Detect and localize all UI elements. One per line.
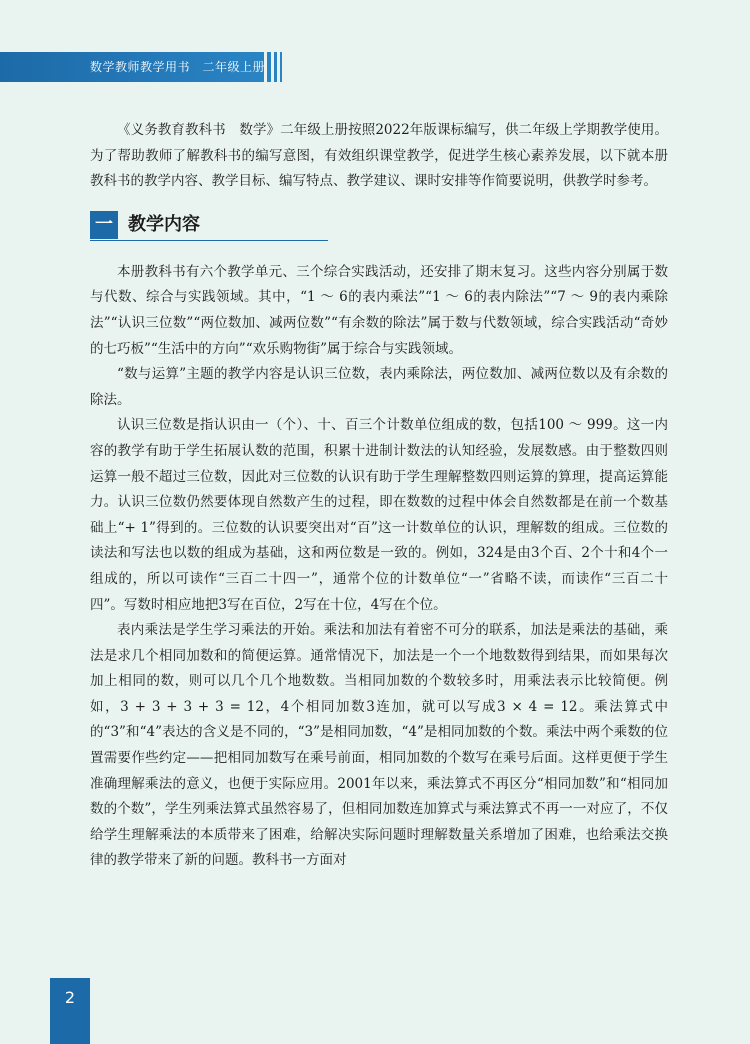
running-header-title: 数学教师教学用书 二年级上册 — [90, 60, 266, 74]
intro-paragraph: 《义务教育教科书 数学》二年级上册按照2022年版课标编写，供二年级上学期教学使用。为了帮助教师了解教科书的编写意图，有效组织课堂教学，促进学生核心素养发展，以下就本册教科书的教学内容、教学目标、编写特点、教学建议、课时安排等作简要说明，供教学时参考。 — [90, 122, 668, 190]
body-paragraph: 表内乘法是学生学习乘法的开始。乘法和加法有着密不可分的联系，加法是乘法的基础，乘法是求几个相同加数和的简便运算。通常情况下，加法是一个一个地数数得到结果，而如果每次加上相同的数，则可以几个几个地数数。当相同加数的个数较多时，用乘法表示比较简便。例如，3 + 3 + 3 + 3 = 12，4个相同加数3连加，就可以写成3 × 4 = 12。乘法算式中的“3”和“4”表达的含义是不同的，“3”是相同加数，“4”是相同加数的个数。乘法中两个乘数的位置需要作些约定——把相同加数写在乘号前面，相同加数的个数写在乘号后面。这样更便于学生准确理解乘法的意义，也便于实际应用。2001年以来，乘法算式不再区分“相同加数”和“相同加数的个数”，学生列乘法算式虽然容易了，但相同加数连加算式与乘法算式不再一一对应了，不仅给学生理解乘法的本质带来了困难，给解决实际问题时理解数量关系增加了困难，也给乘法交换律的教学带来了新的问题。教科书一方面对 — [90, 622, 668, 869]
section-heading — [90, 211, 668, 241]
body-paragraph: 本册教科书有六个教学单元、三个综合实践活动，还安排了期末复习。这些内容分别属于数与代数、综合与实践领域。其中，“1 ～ 6的表内乘法”“1 ～ 6的表内除法”“7 ～ 9的表内乘除法”“认识三位数”“两位数加、减两位数”“有余数的除法”属于数与代数领域，综合实践活动“奇妙的七巧板”“生活中的方向”“欢乐购物街”属于综合与实践领域。 — [90, 263, 668, 357]
section-number-badge: 一 — [90, 211, 118, 239]
body-paragraph: 认识三位数是指认识由一（个）、十、百三个计数单位组成的数，包括100 ～ 999。这一内容的教学有助于学生拓展认数的范围，积累十进制计数法的认知经验，发展数感。由于整数四则运算一般不超过三位数，因此对三位数的认识有助于学生理解整数四则运算的算理，提高运算能力。认识三位数仍然要体现自然数产生的过程，即在数数的过程中体会自然数都是在前一个数基础上“+ 1”得到的。三位数的认识要突出对“百”这一计数单位的认识，理解数的组成。三位数的读法和写法也以数的组成为基础，这和两位数是一致的。例如，324是由3个百、2个十和4个一组成的，所以可读作“三百二十四一”，通常个位的计数单位“一”省略不读，而读作“三百二十四”。写数时相应地把3写在百位，2写在十位，4写在个位。 — [90, 417, 668, 613]
page-number: 2 — [50, 978, 90, 1044]
section-title: 教学内容 — [128, 213, 200, 235]
page-content — [90, 118, 668, 874]
header-bar — [0, 52, 264, 82]
body-paragraph: “数与运算”主题的教学内容是认识三位数，表内乘除法，两位数加、减两位数以及有余数的除法。 — [90, 366, 668, 408]
section-underline — [90, 240, 328, 242]
